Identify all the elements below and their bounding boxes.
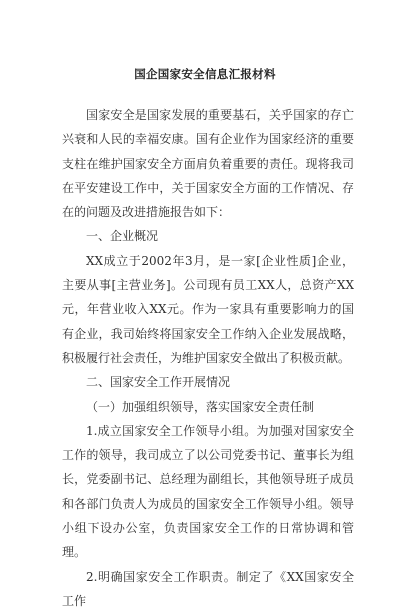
- company-overview-paragraph: XX成立于2002年3月，是一家[企业性质]企业，主要从事[主营业务]。公司现有员工XX人，总资产XX元，年营业收入XX元。作为一家具有重要影响力的国有企业，我司始终将国家安全工作纳入企业发展战略，积极履行社会责任，为维护国家安全做出了积极贡献。: [62, 253, 354, 365]
- section-heading-company-overview: 一、企业概况: [86, 229, 159, 244]
- subsection-heading-organization: （一）加强组织领导，落实国家安全责任制: [86, 399, 315, 414]
- intro-paragraph: 国家安全是国家发展的重要基石，关乎国家的存亡兴衰和人民的幸福安康。国有企业作为国家经济的重要支柱在维护国家安全方面肩负着重要的责任。现将我司在平安建设工作中，关于国家安全方面的工作情况、存在的问题及改进措施报告如下：: [62, 108, 354, 220]
- item-leadership-group-paragraph: 1.成立国家安全工作领导小组。为加强对国家安全工作的领导，我司成立了以公司党委书记、董事长为组长，党委副书记、总经理为副组长，其他领导班子成员和各部门负责人为成员的国家安全工作领导小组。领导小组下设办公室，负责国家安全工作的日常协调和管理。: [62, 423, 354, 560]
- document-title: 国企国家安全信息汇报材料: [134, 67, 276, 81]
- document-body: [62, 103, 354, 613]
- item-responsibilities-paragraph: 2.明确国家安全工作职责。制定了《XX国家安全工作: [62, 569, 354, 608]
- section-heading-security-work: 二、国家安全工作开展情况: [86, 375, 231, 390]
